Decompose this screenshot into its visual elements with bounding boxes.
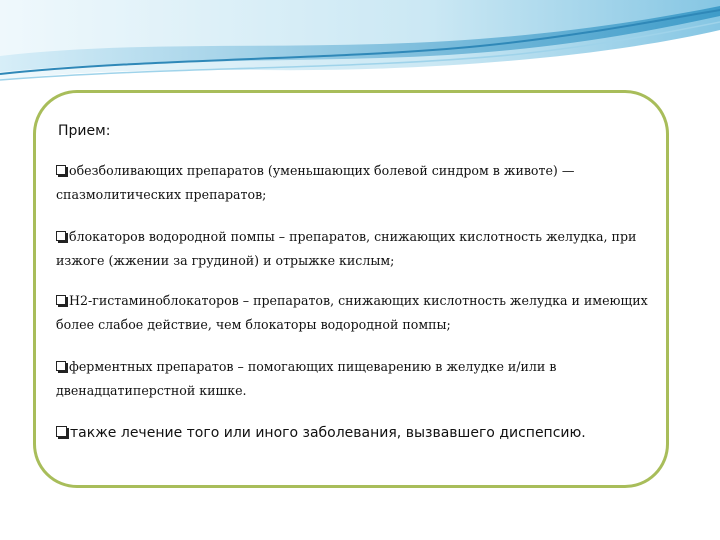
- list-item: [56, 225, 656, 273]
- list-item-text: обезболивающих препаратов (уменьшающих болевой синдром в животе) — спазмолитических препаратов;: [56, 163, 575, 202]
- decorative-wave-header: [0, 0, 720, 90]
- checkbox-square-icon: [56, 426, 67, 437]
- list-item-text: блокаторов водородной помпы – препаратов, снижающих кислотность желудка, при изжоге (жжении за грудиной) и отрыжке кислым;: [56, 229, 637, 268]
- list-item: [56, 421, 656, 445]
- list-item-text: ферментных препаратов – помогающих пищеварению в желудке и/или в двенадцатиперстной кишке.: [56, 359, 557, 398]
- card-heading: Прием:: [58, 123, 111, 139]
- checkbox-square-icon: [56, 361, 66, 371]
- checkbox-square-icon: [56, 231, 66, 241]
- content-card: [33, 90, 669, 488]
- list-item: [56, 159, 656, 207]
- wave-band-light: [0, 0, 720, 80]
- list-item-text: Н2-гистаминоблокаторов – препаратов, снижающих кислотность желудка и имеющих более слабое действие, чем блокаторы водородной помпы;: [56, 293, 648, 332]
- list-item: [56, 289, 656, 337]
- list-item: [56, 355, 656, 403]
- checkbox-square-icon: [56, 295, 66, 305]
- list-item-text: также лечение того или иного заболевания, вызвавшего диспепсию.: [70, 425, 586, 441]
- checkbox-square-icon: [56, 165, 66, 175]
